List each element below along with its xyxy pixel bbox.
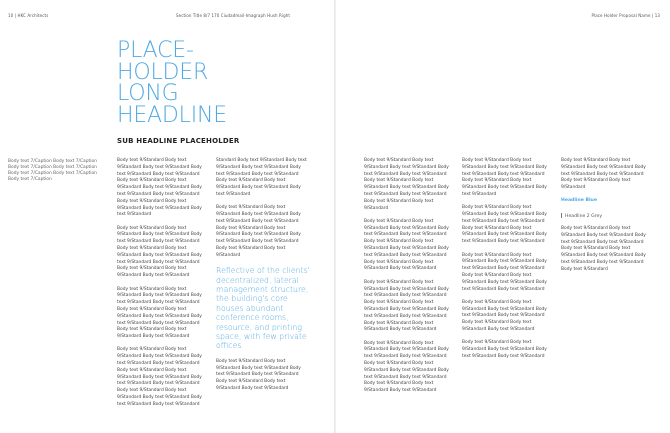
headline-line: PLACE-: [117, 38, 194, 63]
caption-line: Body text 7/Caption Body text 7/Caption: [8, 170, 97, 176]
headline-line: LONG: [117, 81, 179, 106]
body-paragraph: Body text 9/Standard Body text 9/Standard Body text 9/Standard Body text 9/Standard Body text 9/Standard Body text 9/Standard Body text 9/Standard Body text 9/Standard Body text 9/Standard Body text 9/Standard Body text 9/Standard Body text 9/Standard Body text 9/Standard: [364, 279, 449, 333]
headline-grey: [561, 213, 655, 221]
body-paragraph: Body text 9/Standard Body text 9/Standard Body text 9/Standard Body text 9/Standard Body text 9/Standard Body text 9/Standard Body text 9/Standard Body text 9/Standard Body text 9/Standard Body text 9/Standard Body text 9/Standard Body text 9/Standard Body text 9/Standard Body text 9/Standard: [117, 158, 202, 218]
headline-blue: Headline Blue: [561, 198, 597, 204]
body-paragraph: Body text 9/Standard Body text 9/Standard Body text 9/Standard Body text 9/Standard Body text 9/Standard Body text 9/Standard Body text 9/Standard Body text 9/Standard Body text 9/Standard Body text 9/Standard Body text 9/Standard Body text 9/Standard Body text 9/Standard: [117, 225, 202, 279]
left-folio: 10 | HKC Architects: [8, 13, 49, 18]
caption-line: Body text 7/Caption Body text 7/Caption: [8, 164, 97, 170]
body-column-2: [216, 158, 310, 399]
body-paragraph: Body text 9/Standard Body text 9/Standard Body text 9/Standard Body text 9/Standard Body text 9/Standard Body text 9/Standard Body text 9/Standard Body text 9/Standard Body text 9/Standard Body text 9/Standard Body text 9/Standard Body text 9/Standard Body text 9/Standard: [364, 218, 449, 272]
body-paragraph: Body text 9/Standard Body text 9/Standard Body text 9/Standard Body text 9/Standard Body text 9/Standard Body text 9/Standard Body text 9/Standard Body text 9/Standard: [216, 358, 301, 391]
body-paragraph: Body text 9/Standard Body text 9/Standard Body text 9/Standard Body text 9/Standard Body text 9/Standard Body text 9/Standard Body text 9/Standard Body text 9/Standard Body text 9/Standard Body text 9/Standard Body text 9/Standard Body text 9/Standard Body text 9/Standard: [364, 340, 449, 394]
body-paragraph: Body text 9/Standard Body text 9/Standard Body text 9/Standard Body text 9/Standard Body text 9/Standard: [462, 340, 547, 359]
body-paragraph: Body text 9/Standard Body text 9/Standard Body text 9/Standard Body text 9/Standard Body text 9/Standard Body text 9/Standard Body text 9/Standard Body text 9/Standard Body text 9/Standard Body text 9/Standard Body text 9/Standard Body text 9/Standard Body text 9/Standard Body text 9/Standard Body text 9/Standard: [117, 347, 202, 407]
body-paragraph: Body text 9/Standard Body text 9/Standard Body text 9/Standard Body text 9/Standard Body text 9/Standard Body text 9/Standard Body text 9/Standard Body text 9/Standard Body text 9/Standard: [462, 158, 547, 197]
body-paragraph: Body text 9/Standard Body text 9/Standard Body text 9/Standard Body text 9/Standard Body text 9/Standard Body text 9/Standard Body text 9/Standard Body text 9/Standard Body text 9/Standard Body text 9/Standard Body text 9/Standard Body text 9/Standard: [216, 205, 301, 258]
pull-quote: Reflective of the clients' decentralized, lateral management structure, the building's core houses abundant conference rooms, resource, and printing space, with few private offices.: [216, 266, 310, 351]
sub-headline: SUB HEADLINE PLACEHOLDER: [117, 137, 240, 145]
body-column-4: [462, 158, 556, 367]
caption-block: [8, 159, 108, 183]
right-folio: Place Holder Proposal Name | 13: [591, 13, 660, 18]
page-headline: [117, 40, 317, 126]
body-paragraph: Body text 9/Standard Body text 9/Standard Body text 9/Standard Body text 9/Standard Body text 9/Standard Body text 9/Standard Body text 9/Standard Body text 9/Standard Body text 9/Standard Body text 9/Standard Body text 9/Standard Body text 9/Standard: [364, 158, 449, 211]
body-column-1: [117, 158, 211, 415]
left-page: [0, 0, 334, 433]
rule-bar: [561, 213, 562, 218]
body-paragraph: Body text 9/Standard Body text 9/Standard Body text 9/Standard Body text 9/Standard Body text 9/Standard Body text 9/Standard Body text 9/Standard Body text 9/Standard Body text 9/Standard Body text 9/Standard: [462, 252, 547, 292]
caption-line: Body text 7/Caption: [8, 176, 52, 182]
right-page: [336, 0, 670, 433]
body-paragraph: Standard Body text 9/Standard Body text 9/Standard Body text 9/Standard Body text 9/Standard Body text 9/Standard Body text 9/Standard Body text 9/Standard Body text 9/Standard Body text 9/Standard: [216, 158, 307, 197]
body-paragraph: Body text 9/Standard Body text 9/Standard Body text 9/Standard Body text 9/Standard Body text 9/Standard Body text 9/Standard Body text 9/Standard Body text 9/Standard: [462, 299, 547, 333]
body-column-3: [364, 158, 458, 402]
section-folio: Section Title 8/7 170 Ciudadmail·Imagraph Hush Right: [176, 13, 291, 18]
headline-line: HOLDER: [117, 59, 209, 85]
headline-line: HEADLINE: [117, 102, 227, 128]
body-paragraph: Body text 9/Standard Body text 9/Standard Body text 9/Standard Body text 9/Standard Body text 9/Standard Body text 9/Standard Body text 9/Standard Body text 9/Standard Body text 9/Standard Body text 9/Standard Body text 9/Standard: [561, 226, 646, 272]
headline-grey-label: Headline 2 Grey: [565, 214, 603, 220]
body-column-5: [561, 158, 655, 280]
body-paragraph: Body text 9/Standard Body text 9/Standard Body text 9/Standard Body text 9/Standard Body text 9/Standard Body text 9/Standard Body text 9/Standard Body text 9/Standard Body text 9/Standard Body text 9/Standard: [462, 205, 547, 245]
caption-line: Body text 7/Caption Body text 7/Caption: [8, 159, 97, 164]
body-paragraph: Body text 9/Standard Body text 9/Standard Body text 9/Standard Body text 9/Standard Body text 9/Standard Body text 9/Standard Body text 9/Standard Body text 9/Standard Body text 9/Standard Body text 9/Standard Body text 9/Standard Body text 9/Standard Body text 9/Standard: [117, 286, 202, 340]
body-paragraph: Body text 9/Standard Body text 9/Standard Body text 9/Standard Body text 9/Standard Body text 9/Standard Body text 9/Standard Body text 9/Standard: [561, 158, 646, 191]
